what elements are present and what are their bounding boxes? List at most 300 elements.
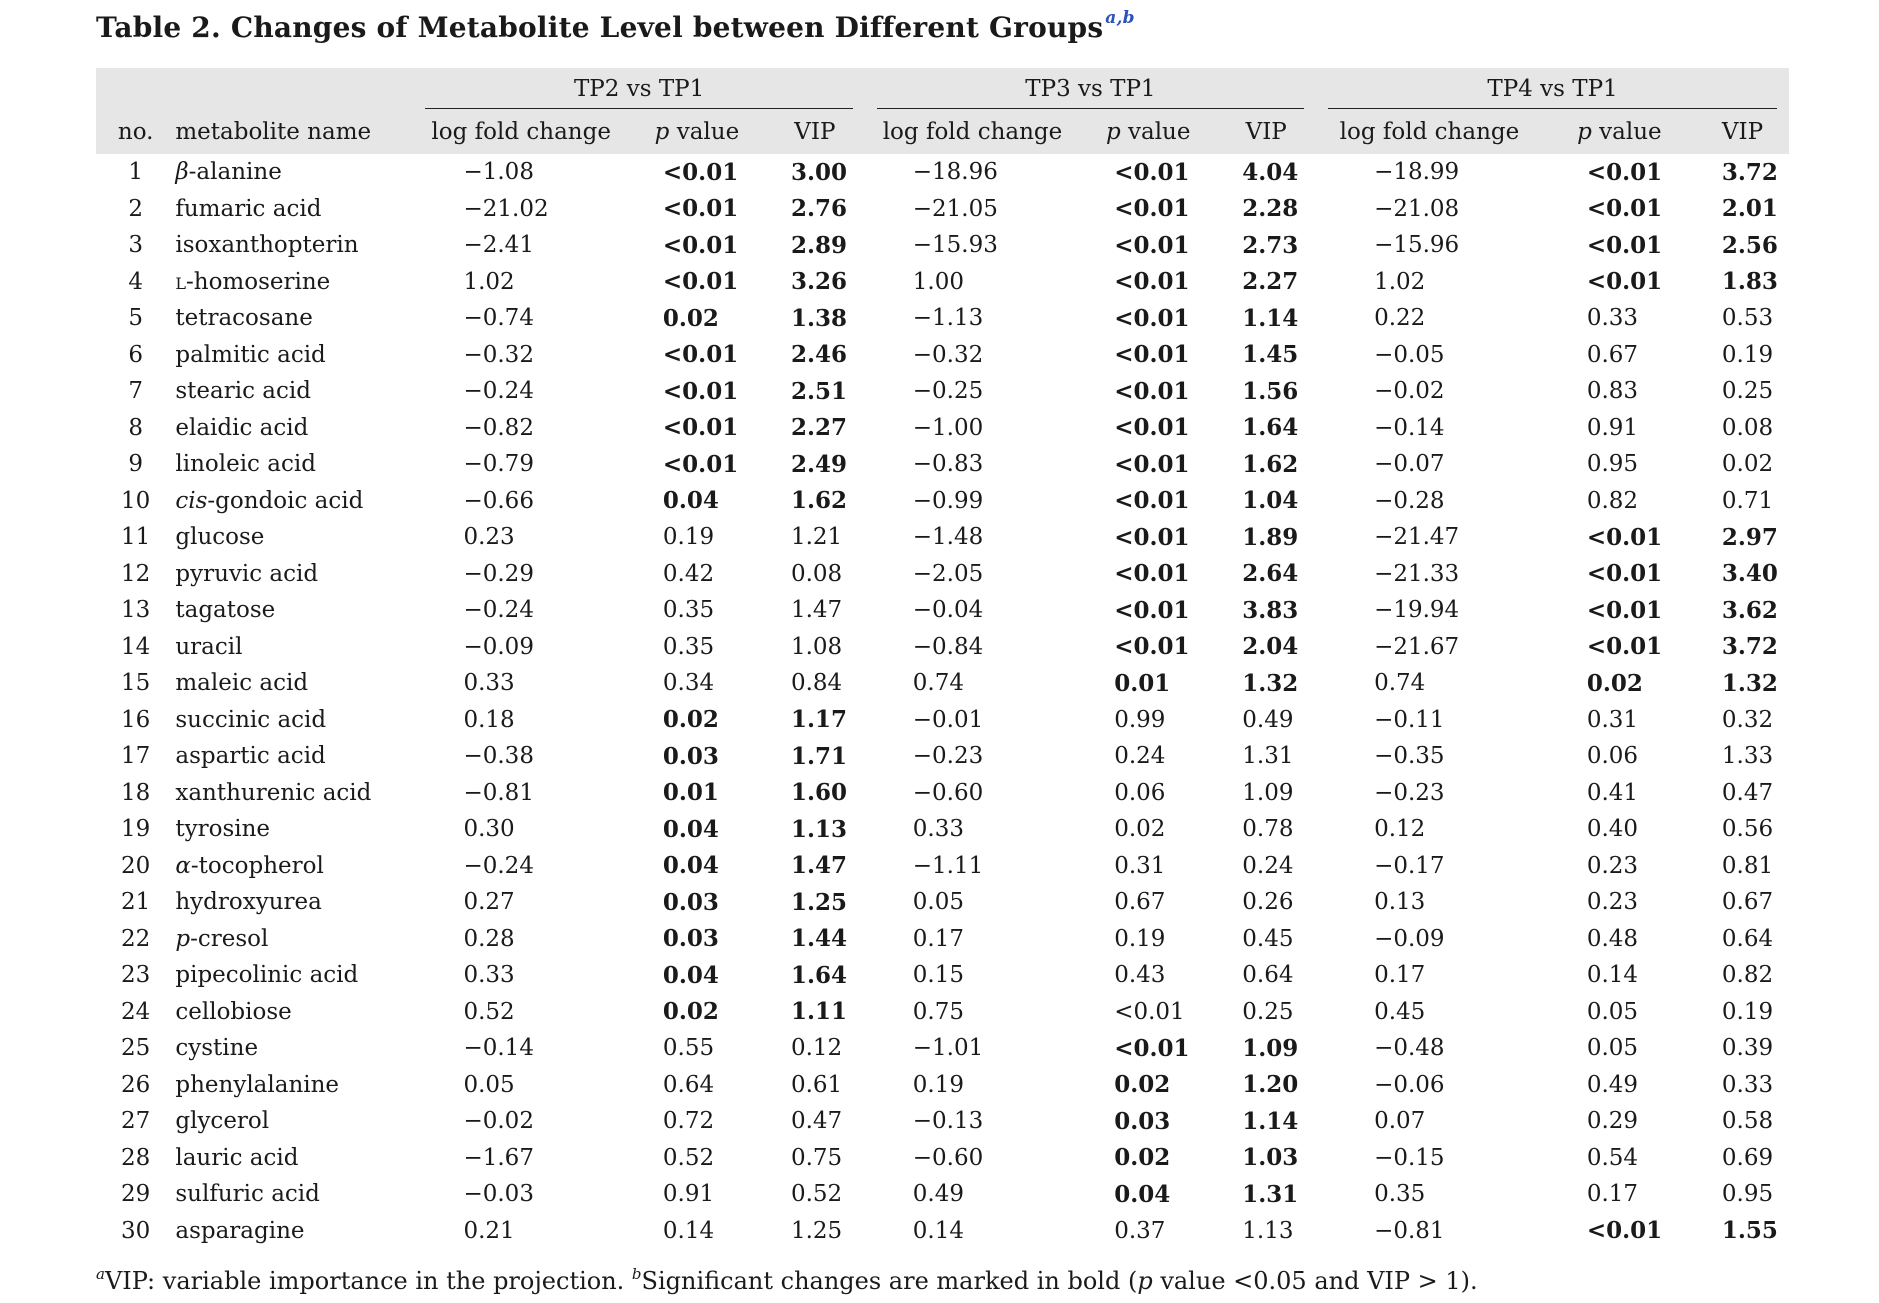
log-fold-change: −0.11 [1374,706,1445,733]
log-fold-change: 1.00 [912,268,964,295]
metabolite-name: tetracosane [175,305,313,332]
p-value: <0.01 [662,450,739,478]
p-value: 0.04 [1114,1180,1171,1208]
log-fold-change: −0.82 [463,414,534,441]
metabolite-name: fumaric acid [175,195,322,222]
vip-score: 0.08 [1721,414,1774,441]
metabolite-name: asparagine [175,1217,305,1244]
log-fold-change: −0.24 [463,378,534,405]
metabolite-name: tagatose [175,597,276,624]
p-value: 0.54 [1586,1144,1639,1171]
vip-score: 1.60 [790,779,847,807]
table-row [96,556,1789,593]
row-number: 2 [128,195,143,222]
vip-score: 2.01 [1721,195,1778,223]
vip-score: 1.89 [1242,523,1299,551]
p-value: 0.14 [662,1217,715,1244]
row-number: 23 [121,962,151,989]
vip-score: 1.09 [1242,779,1294,806]
p-value: <0.01 [1114,377,1190,405]
log-fold-change: −0.09 [463,633,534,660]
p-value: 0.83 [1586,378,1639,405]
log-fold-change: −1.67 [463,1144,534,1171]
log-fold-change: 0.07 [1374,1108,1426,1135]
row-number: 11 [121,524,151,551]
table-row [96,884,1789,921]
p-value: 0.37 [1114,1217,1166,1244]
row-number: 13 [121,597,151,624]
metabolite-name: palmitic acid [175,341,326,368]
col-header-lfc: log fold change [431,119,611,145]
log-fold-change: 0.13 [1374,889,1426,916]
row-number: 17 [121,743,151,770]
metabolite-name: uracil [175,633,243,660]
table-row [96,154,1789,191]
vip-score: 1.32 [1242,669,1299,697]
vip-score: 1.31 [1242,743,1294,770]
log-fold-change: −0.14 [1374,414,1445,441]
log-fold-change: 0.52 [463,998,515,1025]
col-header-p: p value [1105,119,1191,145]
metabolite-name: maleic acid [175,670,309,697]
p-value: <0.01 [662,195,739,223]
log-fold-change: 0.30 [463,816,515,843]
p-value: 0.04 [662,815,719,843]
vip-score: 0.58 [1721,1108,1774,1135]
vip-score: 1.44 [790,925,847,953]
table-row [96,921,1789,958]
metabolite-name: phenylalanine [175,1071,340,1098]
log-fold-change: −21.02 [463,195,549,222]
table-row [96,738,1789,775]
table-body [96,154,1789,1249]
vip-score: 0.53 [1721,305,1774,332]
p-value: <0.01 [1114,998,1185,1025]
col-header-no: no. [117,119,154,145]
p-value: <0.01 [1586,596,1663,624]
p-value: 0.91 [1586,414,1639,441]
metabolite-name: α-tocopherol [175,852,324,879]
row-number: 20 [121,852,151,879]
vip-score: 1.33 [1721,743,1774,770]
metabolite-name: isoxanthopterin [175,232,359,259]
p-value: <0.01 [1114,268,1190,296]
table-row [96,811,1789,848]
row-number: 26 [121,1071,151,1098]
title-footnote-marks: a,b [1105,8,1135,28]
p-value: <0.01 [1114,450,1190,478]
p-value: 0.49 [1586,1071,1639,1098]
p-value: <0.01 [1114,304,1190,332]
p-value: <0.01 [1114,231,1190,259]
vip-score: 0.08 [790,560,843,587]
p-value: 0.24 [1114,743,1166,770]
p-value: 0.23 [1586,889,1639,916]
metabolite-name: xanthurenic acid [175,779,372,806]
vip-score: 2.49 [790,450,847,478]
vip-score: 0.26 [1242,889,1294,916]
log-fold-change: −0.09 [1374,925,1445,952]
log-fold-change: 0.49 [912,1181,964,1208]
log-fold-change: −0.66 [463,487,534,514]
row-number: 4 [128,268,143,295]
vip-score: 2.76 [790,195,847,223]
metabolite-name: cystine [175,1035,259,1062]
vip-score: 0.56 [1721,816,1774,843]
p-value: 0.29 [1586,1108,1639,1135]
p-value: 0.40 [1586,816,1639,843]
log-fold-change: −0.17 [1374,852,1445,879]
p-value: <0.01 [1114,341,1190,369]
vip-score: 2.27 [790,414,847,442]
vip-score: 0.75 [790,1144,843,1171]
vip-score: 1.21 [790,524,843,551]
group-header-row [96,68,1789,110]
vip-score: 3.72 [1721,633,1778,661]
vip-score: 2.56 [1721,231,1778,259]
p-value: 0.23 [1586,852,1639,879]
vip-score: 1.38 [790,304,847,332]
log-fold-change: −21.47 [1374,524,1460,551]
row-number: 21 [121,889,151,916]
vip-score: 0.25 [1721,378,1774,405]
metabolite-name: tyrosine [175,816,271,843]
p-value: 0.31 [1586,706,1639,733]
p-value: 0.95 [1586,451,1639,478]
vip-score: 0.02 [1721,451,1774,478]
p-value: 0.35 [662,633,715,660]
vip-score: 0.78 [1242,816,1294,843]
log-fold-change: −1.08 [463,159,534,186]
vip-score: 2.46 [790,341,847,369]
p-value: <0.01 [1114,633,1190,661]
p-value: 0.02 [662,706,719,734]
col-header-p: p value [654,119,740,145]
col-header-lfc: log fold change [1339,119,1520,145]
p-value: 0.31 [1114,852,1166,879]
vip-score: 0.39 [1721,1035,1774,1062]
log-fold-change: −0.99 [912,487,984,514]
table-row [96,191,1789,228]
p-value: 0.02 [662,304,719,332]
row-number: 19 [121,816,151,843]
table-row [96,446,1789,483]
vip-score: 2.51 [790,377,847,405]
log-fold-change: −1.48 [912,524,984,551]
p-value: <0.01 [1586,231,1663,259]
p-value: <0.01 [1114,560,1190,588]
log-fold-change: −0.06 [1374,1071,1445,1098]
vip-score: 0.81 [1721,852,1774,879]
vip-score: 1.14 [1242,1107,1299,1135]
log-fold-change: 0.19 [912,1071,964,1098]
log-fold-change: 0.33 [912,816,964,843]
p-value: <0.01 [662,268,739,296]
log-fold-change: −0.32 [463,341,534,368]
table-title [96,8,1135,44]
col-header-metabolite: metabolite name [175,119,372,145]
row-number: 8 [128,414,143,441]
p-value: 0.05 [1586,1035,1639,1062]
p-value: 0.67 [1114,889,1166,916]
p-value: 0.91 [662,1181,715,1208]
col-header-vip: VIP [1245,119,1287,145]
row-number: 10 [121,487,151,514]
log-fold-change: −0.32 [912,341,984,368]
log-fold-change: −0.48 [1374,1035,1445,1062]
log-fold-change: −1.01 [912,1035,984,1062]
p-value: 0.02 [1114,1144,1171,1172]
log-fold-change: −1.13 [912,305,984,332]
p-value: 0.01 [662,779,719,807]
log-fold-change: −0.05 [1374,341,1445,368]
table-row [96,592,1789,629]
p-value: <0.01 [1114,414,1190,442]
log-fold-change: −0.84 [912,633,984,660]
p-value: <0.01 [1586,523,1663,551]
row-number: 16 [121,706,151,733]
log-fold-change: −0.04 [912,597,984,624]
vip-score: 1.62 [1242,450,1299,478]
log-fold-change: −0.07 [1374,451,1445,478]
metabolite-name: elaidic acid [175,414,309,441]
table-row [96,373,1789,410]
log-fold-change: −2.05 [912,560,984,587]
col-header-p: p value [1577,119,1662,145]
p-value: 0.42 [662,560,715,587]
log-fold-change: −0.02 [1374,378,1445,405]
metabolite-name: stearic acid [175,378,311,405]
log-fold-change: −0.60 [912,1144,984,1171]
p-value: <0.01 [1114,596,1190,624]
vip-score: 0.95 [1721,1181,1774,1208]
log-fold-change: −21.05 [912,195,998,222]
vip-score: 0.49 [1242,706,1294,733]
log-fold-change: −0.35 [1374,743,1445,770]
log-fold-change: 0.22 [1374,305,1426,332]
p-value: 0.03 [662,888,719,916]
log-fold-change: −0.81 [1374,1217,1445,1244]
table-row [96,665,1789,702]
p-value: 0.06 [1586,743,1639,770]
log-fold-change: −0.23 [912,743,984,770]
vip-score: 3.40 [1721,560,1778,588]
vip-score: 0.33 [1721,1071,1774,1098]
log-fold-change: −0.15 [1374,1144,1445,1171]
row-number: 14 [121,633,151,660]
log-fold-change: −0.24 [463,852,534,879]
vip-score: 1.13 [790,815,847,843]
col-header-vip: VIP [794,119,836,145]
log-fold-change: −0.02 [463,1108,534,1135]
log-fold-change: 0.05 [463,1071,515,1098]
vip-score: 0.67 [1721,889,1774,916]
metabolite-name: aspartic acid [175,743,326,770]
p-value: 0.52 [662,1144,715,1171]
row-number: 12 [121,560,151,587]
vip-score: 2.27 [1242,268,1299,296]
log-fold-change: −18.99 [1374,159,1460,186]
row-number: 24 [121,998,151,1025]
log-fold-change: 0.23 [463,524,515,551]
metabolite-name: sulfuric acid [175,1181,320,1208]
p-value: 0.33 [1586,305,1639,332]
vip-score: 1.64 [1242,414,1299,442]
vip-score: 0.64 [1721,925,1774,952]
log-fold-change: 0.28 [463,925,515,952]
vip-score: 1.09 [1242,1034,1299,1062]
vip-score: 1.32 [1721,669,1778,697]
vip-score: 2.89 [790,231,847,259]
vip-score: 0.25 [1242,998,1294,1025]
p-value: 0.19 [662,524,715,551]
table-row [96,1140,1789,1177]
vip-score: 3.00 [790,158,847,186]
p-value: 0.02 [1114,816,1166,843]
p-value: 0.34 [662,670,715,697]
table-row [96,957,1789,994]
table-row [96,519,1789,556]
table-row [96,629,1789,666]
log-fold-change: −21.33 [1374,560,1460,587]
p-value: 0.01 [1114,669,1171,697]
column-header-row [96,110,1789,154]
vip-score: 3.26 [790,268,847,296]
metabolite-name: cellobiose [175,998,292,1025]
p-value: <0.01 [662,231,739,259]
p-value: <0.01 [1586,560,1663,588]
p-value: 0.02 [1586,669,1643,697]
p-value: 0.02 [1114,1071,1171,1099]
p-value: <0.01 [1114,523,1190,551]
p-value: <0.01 [1586,158,1663,186]
vip-score: 1.47 [790,852,847,880]
log-fold-change: 0.75 [912,998,964,1025]
log-fold-change: −15.96 [1374,232,1460,259]
metabolite-name: pipecolinic acid [175,962,359,989]
table-row [96,1176,1789,1213]
row-number: 1 [128,159,143,186]
vip-score: 1.62 [790,487,847,515]
table-row [96,483,1789,520]
log-fold-change: 0.74 [912,670,964,697]
p-value: <0.01 [1114,487,1190,515]
vip-score: 0.64 [1242,962,1294,989]
log-fold-change: −0.38 [463,743,534,770]
table-footnote: $^a$VIP: variable importance in the projection. $^b$Significant changes are marked in bold (p value <0.05 and VIP > 1). [96,1265,1478,1295]
row-number: 28 [121,1144,151,1171]
table-row [96,775,1789,812]
p-value: 0.41 [1586,779,1639,806]
log-fold-change: 1.02 [1374,268,1426,295]
vip-score: 1.11 [790,998,847,1026]
metabolite-name: glycerol [175,1108,270,1135]
vip-score: 1.13 [1242,1217,1294,1244]
metabolite-name: β-alanine [175,159,282,186]
log-fold-change: 0.27 [463,889,515,916]
vip-score: 2.28 [1242,195,1299,223]
p-value: <0.01 [662,341,739,369]
vip-score: 1.83 [1721,268,1778,296]
log-fold-change: −0.60 [912,779,984,806]
p-value: 0.03 [1114,1107,1171,1135]
vip-score: 0.32 [1721,706,1774,733]
p-value: 0.03 [662,742,719,770]
vip-score: 0.24 [1242,852,1294,879]
log-fold-change: −21.67 [1374,633,1460,660]
log-fold-change: 0.33 [463,962,515,989]
row-number: 7 [128,378,143,405]
metabolite-name: cis-gondoic acid [175,487,364,514]
log-fold-change: 1.02 [463,268,515,295]
table-row [96,1030,1789,1067]
vip-score: 2.73 [1242,231,1299,259]
log-fold-change: −0.14 [463,1035,534,1062]
col-header-lfc: log fold change [882,119,1063,145]
row-number: 18 [121,779,151,806]
log-fold-change: 0.18 [463,706,515,733]
table-title-text: Table 2. Changes of Metabolite Level between Different Groups [96,11,1104,44]
row-number: 15 [121,670,151,697]
table-row [96,300,1789,337]
p-value: 0.35 [662,597,715,624]
p-value: 0.04 [662,487,719,515]
table-row [96,702,1789,739]
vip-score: 0.45 [1242,925,1294,952]
row-number: 3 [128,232,143,259]
metabolite-name: pyruvic acid [175,560,319,587]
p-value: 0.55 [662,1035,715,1062]
vip-score: 0.61 [790,1071,843,1098]
log-fold-change: −0.25 [912,378,984,405]
log-fold-change: −0.29 [463,560,534,587]
vip-score: 1.20 [1242,1071,1299,1099]
row-number: 30 [121,1217,151,1244]
log-fold-change: −18.96 [912,159,998,186]
log-fold-change: 0.45 [1374,998,1426,1025]
vip-score: 1.47 [790,597,843,624]
row-number: 25 [121,1035,151,1062]
vip-score: 1.03 [1242,1144,1299,1172]
vip-score: 1.25 [790,1217,843,1244]
log-fold-change: −0.74 [463,305,534,332]
log-fold-change: −19.94 [1374,597,1460,624]
p-value: <0.01 [1114,1034,1190,1062]
vip-score: 1.17 [790,706,847,734]
table-row [96,1103,1789,1140]
metabolite-name: lauric acid [175,1144,299,1171]
vip-score: 1.31 [1242,1180,1299,1208]
p-value: 0.99 [1114,706,1166,733]
log-fold-change: 0.15 [912,962,964,989]
log-fold-change: −1.11 [912,852,984,879]
vip-score: 3.72 [1721,158,1778,186]
log-fold-change: −0.79 [463,451,534,478]
row-number: 5 [128,305,143,332]
group-header-tp2: TP2 vs TP1 [413,68,864,110]
table-row [96,410,1789,447]
vip-score: 1.45 [1242,341,1299,369]
table-row [96,1213,1789,1250]
p-value: <0.01 [1586,633,1663,661]
vip-score: 1.14 [1242,304,1299,332]
log-fold-change: −0.81 [463,779,534,806]
p-value: 0.17 [1586,1181,1639,1208]
vip-score: 0.71 [1721,487,1774,514]
log-fold-change: 0.12 [1374,816,1426,843]
vip-score: 1.25 [790,888,847,916]
log-fold-change: 0.33 [463,670,515,697]
